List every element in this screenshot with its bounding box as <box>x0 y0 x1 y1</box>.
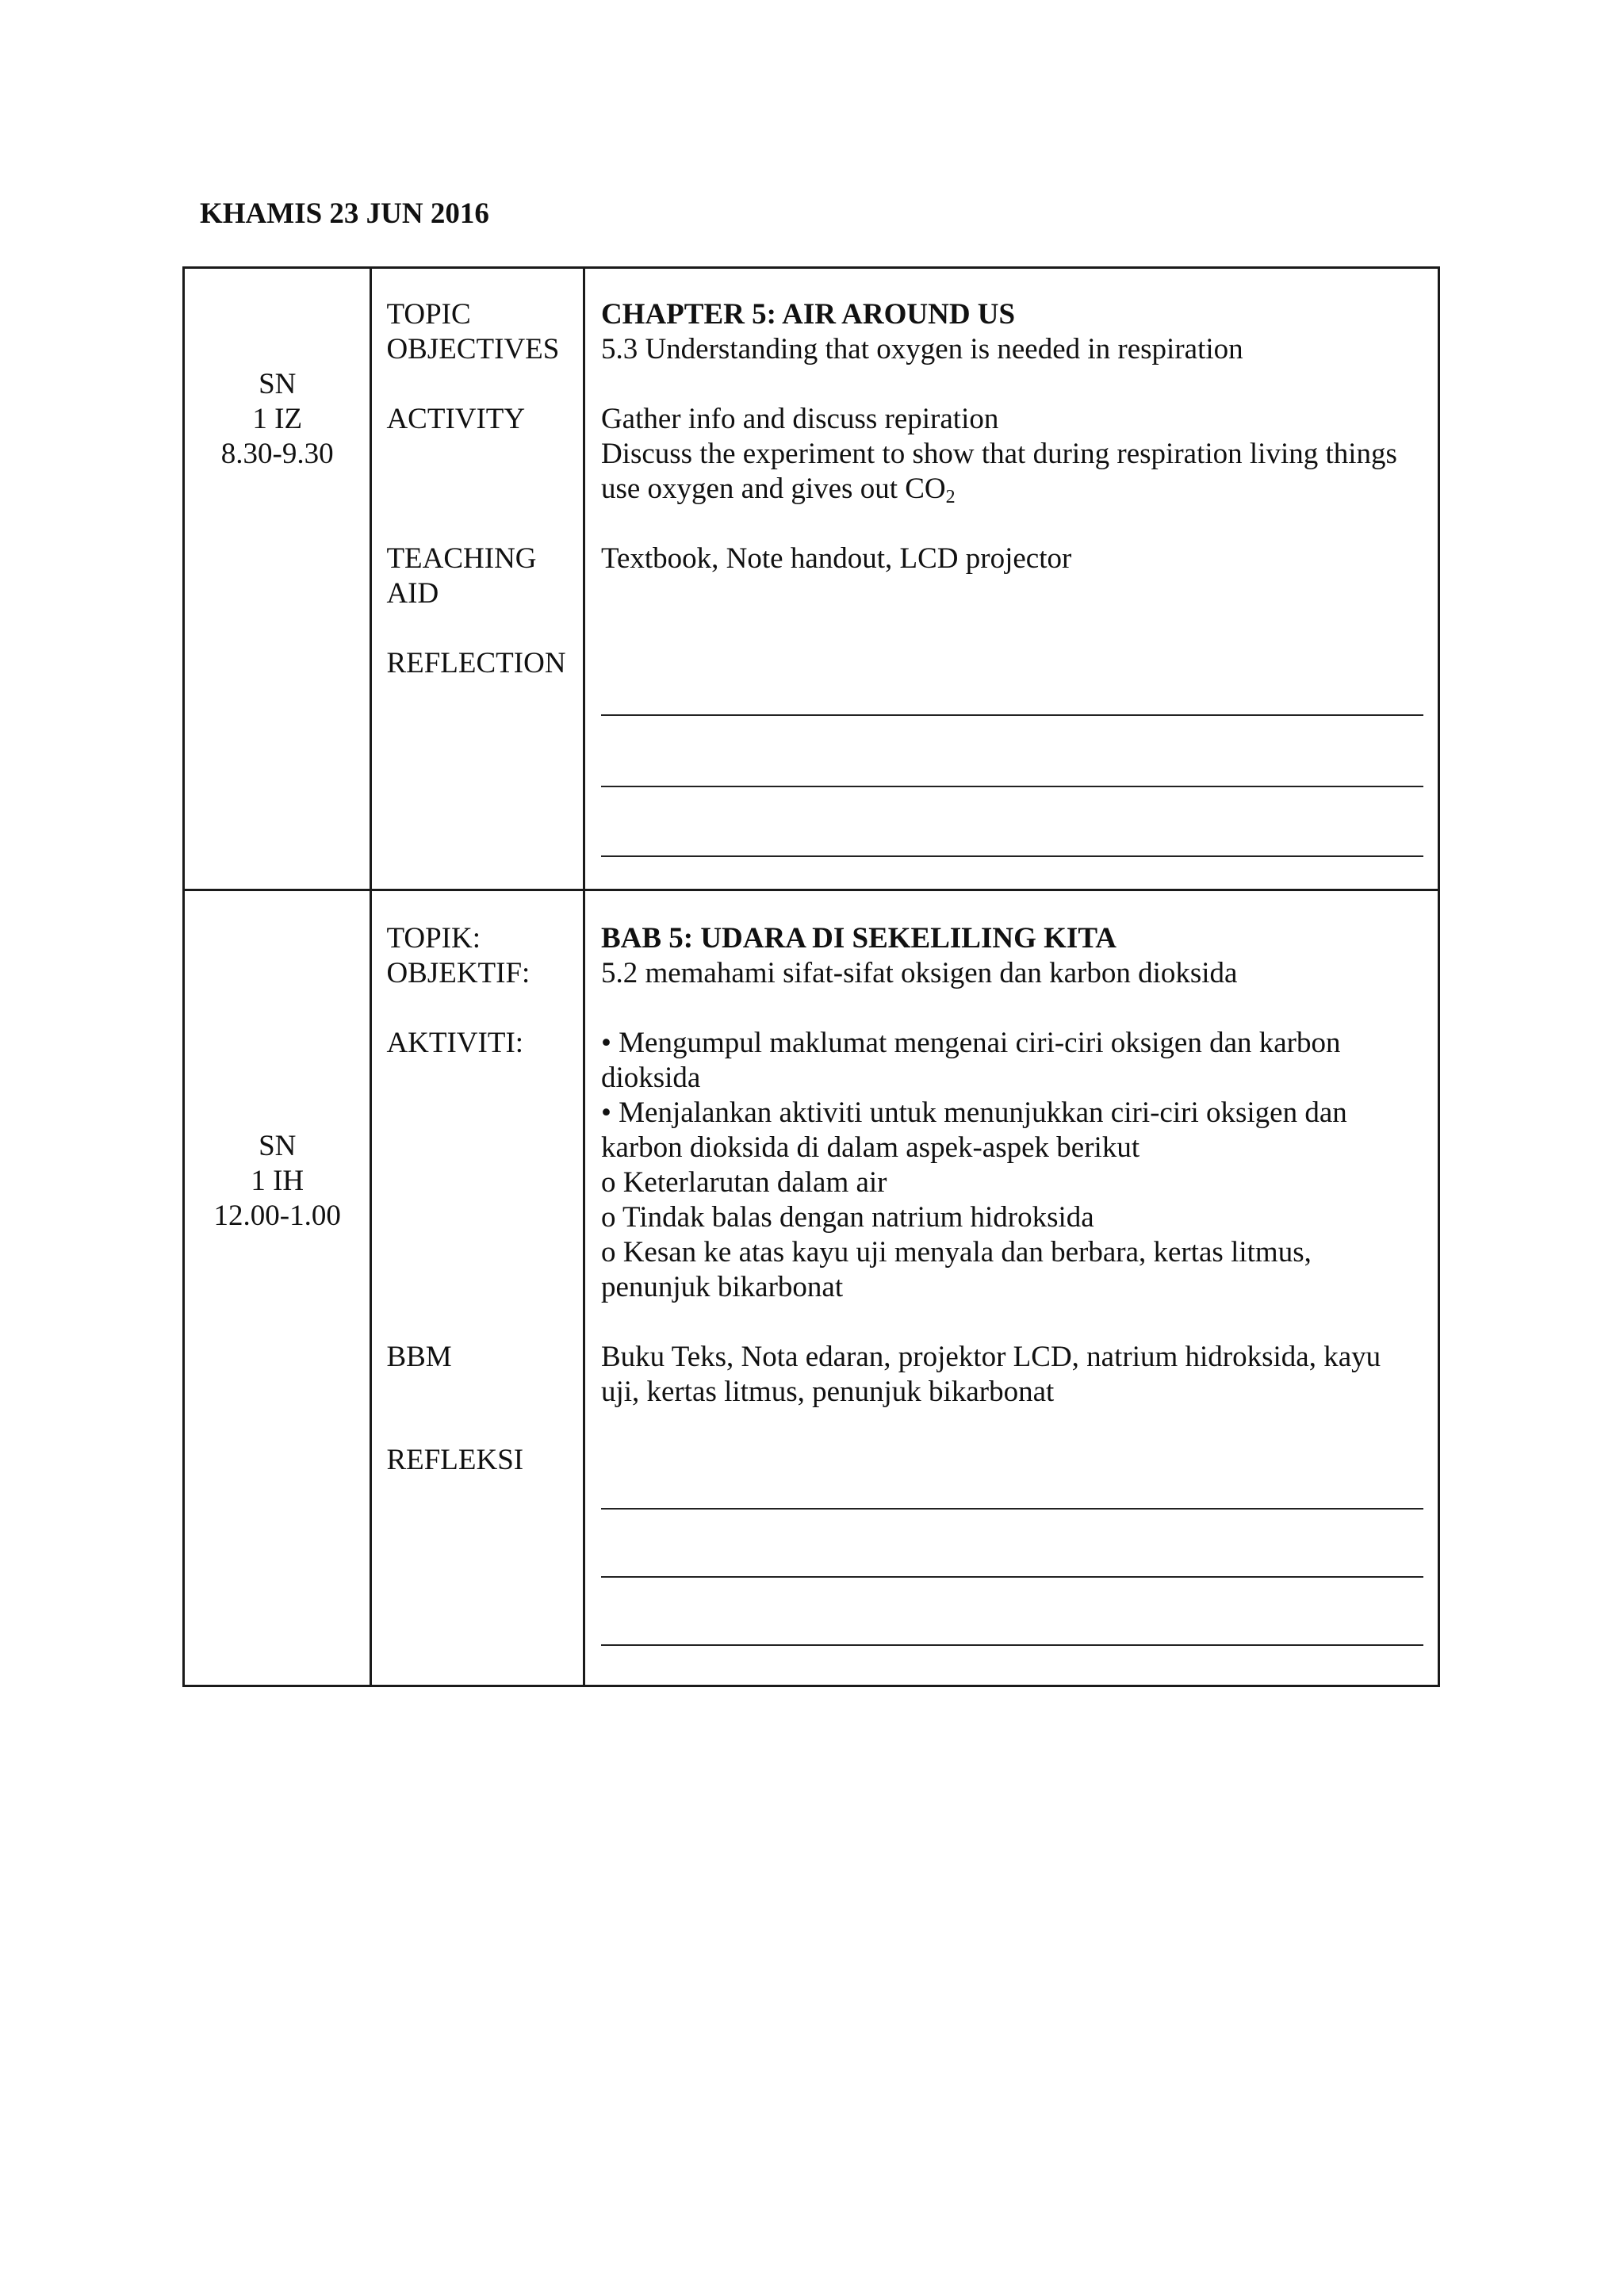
class-subject: SN <box>259 1130 297 1162</box>
activity-line: dioksida <box>600 1062 701 1094</box>
class-group: 1 IZ <box>252 403 303 435</box>
class-info-1 <box>185 367 370 472</box>
objective-text: 5.3 Understanding that oxygen is needed in respiration <box>600 333 1243 365</box>
class-cell-2 <box>184 890 371 1686</box>
chapter-title: CHAPTER 5: AIR AROUND US <box>600 298 1016 331</box>
chapter-title: BAB 5: UDARA DI SEKELILING KITA <box>600 922 1116 955</box>
class-group: 1 IH <box>251 1165 304 1197</box>
class-subject: SN <box>259 368 297 400</box>
activity-line: Gather info and discuss repiration <box>600 403 999 435</box>
labels-cell-1 <box>371 268 584 890</box>
session-row-2 <box>184 890 1439 1686</box>
class-time: 12.00-1.00 <box>213 1200 341 1232</box>
lesson-plan-table <box>182 266 1440 1687</box>
activity-line: karbon dioksida di dalam aspek-aspek berikut <box>600 1131 1140 1164</box>
label-activity: AKTIVITI: <box>386 1027 524 1059</box>
label-reflection: REFLECTION <box>386 647 566 679</box>
reflection-line <box>601 1508 1423 1510</box>
activity-line: Discuss the experiment to show that during respiration living things <box>600 438 1397 470</box>
label-objectives: OBJECTIVES <box>386 333 560 365</box>
session-row-1 <box>184 268 1439 890</box>
teaching-aid-text: Textbook, Note handout, LCD projector <box>600 542 1072 575</box>
activity-line <box>601 472 1427 507</box>
content-cell-2 <box>584 890 1438 1686</box>
reflection-line <box>601 1576 1423 1578</box>
class-time: 8.30-9.30 <box>220 438 334 470</box>
reflection-line <box>601 714 1423 716</box>
label-teaching-aid-1: TEACHING <box>386 542 537 575</box>
label-reflection: REFLEKSI <box>386 1444 524 1476</box>
reflection-line <box>601 855 1423 857</box>
label-objectives: OBJEKTIF: <box>386 957 530 989</box>
content-cell-1 <box>584 268 1438 890</box>
class-cell-1 <box>184 268 371 890</box>
class-info-2 <box>185 1129 370 1234</box>
reflection-line <box>601 1644 1423 1646</box>
label-topic: TOPIC <box>386 298 471 331</box>
label-teaching-aid: BBM <box>386 1341 452 1373</box>
labels-cell-2 <box>371 890 584 1686</box>
activity-line: o Kesan ke atas kayu uji menyala dan berbara, kertas litmus, <box>600 1236 1312 1269</box>
activity-line: • Menjalankan aktiviti untuk menunjukkan ciri-ciri oksigen dan <box>600 1096 1347 1129</box>
activity-line: o Tindak balas dengan natrium hidroksida <box>600 1201 1094 1234</box>
label-activity: ACTIVITY <box>386 403 526 435</box>
subscript-2: 2 <box>945 487 956 507</box>
teaching-aid-text: uji, kertas litmus, penunjuk bikarbonat <box>600 1376 1055 1408</box>
page-date-heading: KHAMIS 23 JUN 2016 <box>200 197 489 230</box>
activity-line: penunjuk bikarbonat <box>600 1271 844 1303</box>
label-topic: TOPIK: <box>386 922 481 955</box>
objective-text: 5.2 memahami sifat-sifat oksigen dan karbon dioksida <box>600 957 1238 989</box>
reflection-line <box>601 786 1423 787</box>
activity-line: • Mengumpul maklumat mengenai ciri-ciri oksigen dan karbon <box>600 1027 1341 1059</box>
activity-line: o Keterlarutan dalam air <box>600 1166 887 1199</box>
label-teaching-aid-2: AID <box>386 577 439 610</box>
teaching-aid-text: Buku Teks, Nota edaran, projektor LCD, natrium hidroksida, kayu <box>600 1341 1381 1373</box>
activity-text: use oxygen and gives out CO <box>600 473 946 505</box>
